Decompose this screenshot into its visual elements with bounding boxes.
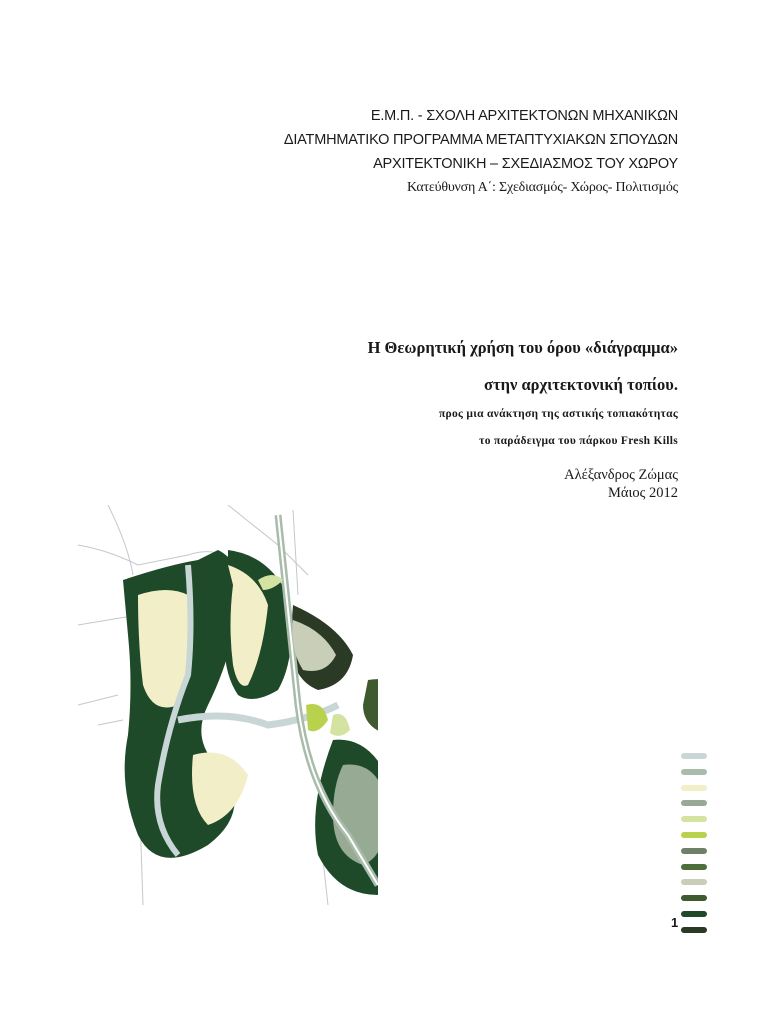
legend-row bbox=[555, 815, 707, 831]
legend-swatch bbox=[681, 927, 707, 933]
legend-swatch bbox=[681, 832, 707, 838]
legend-row bbox=[555, 863, 707, 879]
thesis-title-line1: Η Θεωρητική χρήση του όρου «διάγραμμα» bbox=[367, 338, 678, 357]
legend-row bbox=[555, 910, 707, 926]
thesis-title-block bbox=[368, 338, 678, 447]
legend-swatch bbox=[681, 848, 707, 854]
page-number: 1 bbox=[671, 915, 679, 930]
legend-row bbox=[555, 768, 707, 784]
legend-row bbox=[555, 752, 707, 768]
legend-row bbox=[555, 847, 707, 863]
legend-row bbox=[555, 894, 707, 910]
header-line-school: Ε.Μ.Π. - ΣΧΟΛΗ ΑΡΧΙΤΕΚΤΟΝΩΝ ΜΗΧΑΝΙΚΩΝ bbox=[370, 108, 678, 124]
header-line-program: ΔΙΑΤΜΗΜΑΤΙΚΟ ΠΡΟΓΡΑΜΜΑ ΜΕΤΑΠΤΥΧΙΑΚΩΝ ΣΠΟΥΔΩΝ bbox=[283, 132, 678, 148]
legend-swatch bbox=[681, 753, 707, 759]
legend-swatch bbox=[681, 785, 707, 791]
header-line-direction: Κατεύθυνση Α΄: Σχεδιασμός- Χώρος- Πολιτισμός bbox=[406, 180, 678, 195]
legend-row bbox=[555, 878, 707, 894]
legend-swatch bbox=[681, 911, 707, 917]
legend-row bbox=[555, 831, 707, 847]
author-name: Αλέξανδρος Ζώμας bbox=[564, 467, 678, 483]
legend-swatch bbox=[681, 864, 707, 870]
thesis-subtitle-line1: προς μια ανάκτηση της αστικής τοπιακότητας bbox=[438, 408, 678, 420]
publication-date: Μάιος 2012 bbox=[607, 485, 678, 501]
institution-header bbox=[284, 104, 678, 200]
legend-swatch bbox=[681, 816, 707, 822]
header-line-field: ΑΡΧΙΤΕΚΤΟΝΙΚΗ – ΣΧΕΔΙΑΣΜΟΣ ΤΟΥ ΧΩΡΟΥ bbox=[373, 156, 678, 172]
legend-swatch bbox=[681, 769, 707, 775]
thesis-subtitle-line2: το παράδειγμα του πάρκου Fresh Kills bbox=[479, 435, 678, 447]
legend-swatch bbox=[681, 800, 707, 806]
legend-row bbox=[555, 926, 707, 942]
legend-swatch bbox=[681, 879, 707, 885]
map-legend bbox=[555, 752, 707, 942]
legend-row bbox=[555, 799, 707, 815]
legend-swatch bbox=[681, 895, 707, 901]
thesis-title-line2: στην αρχιτεκτονική τοπίου. bbox=[484, 375, 678, 394]
legend-row bbox=[555, 784, 707, 800]
fresh-kills-park-map bbox=[78, 505, 378, 905]
author-block bbox=[564, 466, 678, 502]
